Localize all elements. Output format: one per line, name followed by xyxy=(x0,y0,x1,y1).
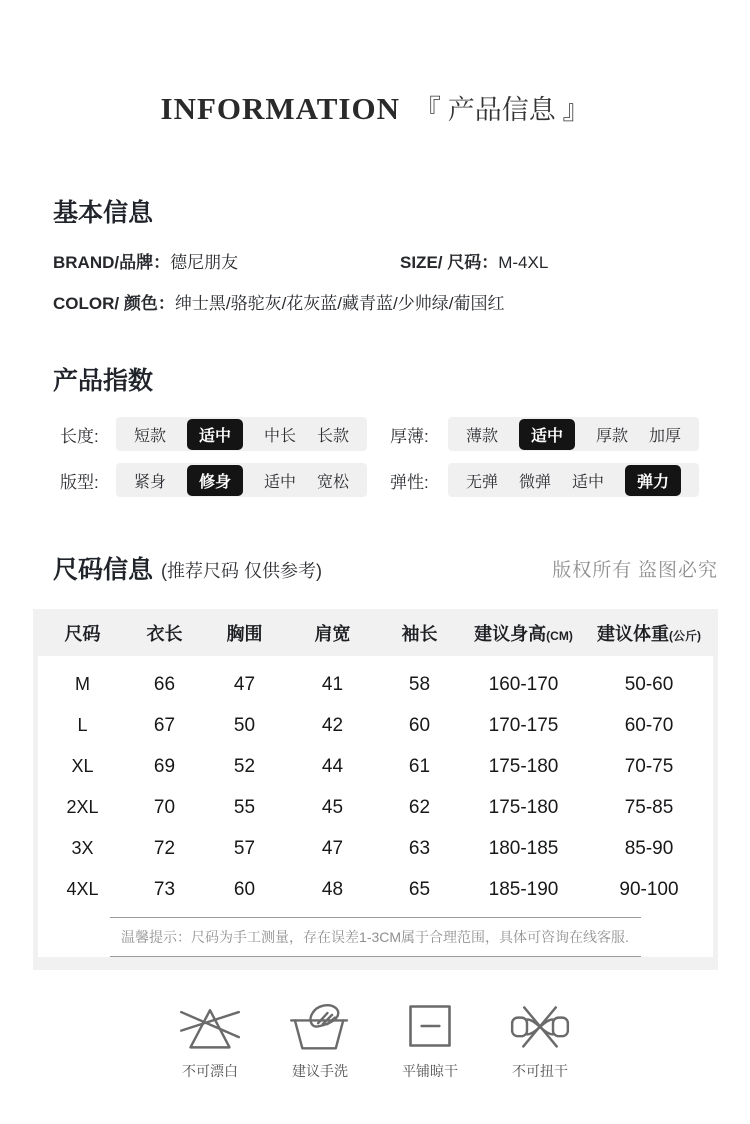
index-thickness xyxy=(390,417,699,451)
cell-length: 73 xyxy=(153,878,176,900)
cell-size: M xyxy=(75,674,90,694)
cell-weight: 50-60 xyxy=(624,673,674,695)
care-dry-flat xyxy=(389,1000,471,1081)
cell-height: 170-175 xyxy=(488,714,559,736)
cell-size: 2XL xyxy=(66,797,99,817)
cell-length: 70 xyxy=(153,796,176,818)
color-row xyxy=(53,293,750,315)
elastic-opt-medium: 适中 xyxy=(572,473,605,491)
care-label: 不可漂白 xyxy=(182,1063,238,1079)
hand-wash-icon xyxy=(279,1000,361,1052)
cell-shoulder: 44 xyxy=(321,755,344,777)
care-label: 平铺晾干 xyxy=(402,1063,458,1079)
cell-weight: 70-75 xyxy=(624,755,674,777)
cell-height: 175-180 xyxy=(488,796,559,818)
basic-info-heading: 基本信息 xyxy=(53,199,154,227)
length-opt-short: 短款 xyxy=(134,427,167,445)
dry-flat-icon xyxy=(389,1000,471,1052)
cell-sleeve: 60 xyxy=(408,714,431,736)
page-title-zh: 『 产品信息 』 xyxy=(413,95,590,125)
col-size: 尺码 xyxy=(64,623,101,644)
thickness-opt-thick: 厚款 xyxy=(596,427,629,445)
cell-chest: 60 xyxy=(233,878,256,900)
size-table-body xyxy=(38,656,713,957)
index-length xyxy=(60,417,390,451)
table-row-m xyxy=(38,664,713,705)
elasticity-options xyxy=(448,463,699,497)
size-label: SIZE/ 尺码： xyxy=(400,253,499,272)
cell-size: 3X xyxy=(71,838,94,858)
table-row-4xl xyxy=(38,869,713,910)
col-height: 建议身高(CM) xyxy=(474,623,573,644)
length-options xyxy=(116,417,367,451)
col-shoulder: 肩宽 xyxy=(314,623,351,644)
elastic-opt-none: 无弹 xyxy=(466,473,499,491)
brand-size-row xyxy=(53,252,750,274)
cell-length: 67 xyxy=(153,714,176,736)
size-table-tip: 温馨提示：尺码为手工测量，存在误差1-3CM属于合理范围，具体可咨询在线客服. xyxy=(110,917,641,957)
col-sleeve: 袖长 xyxy=(401,623,438,644)
color-label: COLOR/ 颜色： xyxy=(53,294,175,313)
table-row-l xyxy=(38,705,713,746)
cell-size: XL xyxy=(71,756,94,776)
care-instructions xyxy=(0,1000,750,1081)
cell-size: L xyxy=(77,715,88,735)
elasticity-label: 弹性: xyxy=(390,472,429,492)
care-no-wring xyxy=(499,1000,581,1081)
thickness-options xyxy=(448,417,699,451)
fit-label: 版型: xyxy=(60,472,99,492)
cell-height: 180-185 xyxy=(488,837,559,859)
no-wring-icon xyxy=(499,1000,581,1052)
cell-shoulder: 45 xyxy=(321,796,344,818)
fit-options xyxy=(116,463,367,497)
cell-height: 175-180 xyxy=(488,755,559,777)
brand-label: BRAND/品牌： xyxy=(53,253,171,272)
length-opt-long: 长款 xyxy=(317,427,350,445)
page-title xyxy=(0,88,750,127)
size-info-header xyxy=(53,554,718,586)
thickness-opt-medium-selected: 适中 xyxy=(519,419,575,450)
thickness-label: 厚薄: xyxy=(390,426,429,446)
cell-sleeve: 63 xyxy=(408,837,431,859)
product-index-rows xyxy=(0,414,750,500)
col-weight: 建议体重(公斤) xyxy=(597,623,701,644)
cell-shoulder: 42 xyxy=(321,714,344,736)
cell-weight: 85-90 xyxy=(624,837,674,859)
cell-length: 69 xyxy=(153,755,176,777)
thickness-opt-extra-thick: 加厚 xyxy=(649,427,682,445)
index-row-2 xyxy=(0,460,750,500)
care-label: 建议手洗 xyxy=(292,1063,348,1079)
care-label: 不可扭干 xyxy=(512,1063,568,1079)
fit-opt-tight: 紧身 xyxy=(134,473,167,491)
cell-sleeve: 65 xyxy=(408,878,431,900)
size-table xyxy=(33,609,718,970)
cell-length: 72 xyxy=(153,837,176,859)
index-elasticity xyxy=(390,463,699,497)
basic-info-section xyxy=(53,197,750,315)
elastic-opt-stretch-selected: 弹力 xyxy=(625,465,681,496)
cell-sleeve: 61 xyxy=(408,755,431,777)
cell-height: 160-170 xyxy=(488,673,559,695)
col-chest: 胸围 xyxy=(226,623,263,644)
fit-opt-loose: 宽松 xyxy=(317,473,350,491)
cell-chest: 52 xyxy=(233,755,256,777)
cell-sleeve: 62 xyxy=(408,796,431,818)
cell-chest: 47 xyxy=(233,673,256,695)
size-info-note: (推荐尺码 仅供参考) xyxy=(161,561,323,581)
cell-height: 185-190 xyxy=(488,878,559,900)
table-row-xl xyxy=(38,746,713,787)
product-index-heading: 产品指数 xyxy=(53,367,154,395)
cell-chest: 50 xyxy=(233,714,256,736)
cell-chest: 55 xyxy=(233,796,256,818)
care-no-bleach xyxy=(169,1000,251,1081)
cell-shoulder: 47 xyxy=(321,837,344,859)
index-fit xyxy=(60,463,390,497)
cell-shoulder: 41 xyxy=(321,673,344,695)
thickness-opt-thin: 薄款 xyxy=(466,427,499,445)
care-hand-wash xyxy=(279,1000,361,1081)
length-label: 长度: xyxy=(60,426,99,446)
brand-value: 德尼朋友 xyxy=(170,253,239,272)
size-table-header xyxy=(38,609,713,656)
col-garment-length: 衣长 xyxy=(146,623,183,644)
color-value: 绅士黑/骆驼灰/花灰蓝/藏青蓝/少帅绿/葡国红 xyxy=(174,294,505,313)
index-row-1 xyxy=(0,414,750,454)
cell-weight: 90-100 xyxy=(619,878,679,900)
page-title-en: INFORMATION xyxy=(160,91,400,126)
cell-length: 66 xyxy=(153,673,176,695)
cell-chest: 57 xyxy=(233,837,256,859)
copyright-watermark: 版权所有 盗图必究 xyxy=(552,560,718,581)
table-row-3x xyxy=(38,828,713,869)
product-index-section xyxy=(0,365,750,500)
fit-opt-slim-selected: 修身 xyxy=(187,465,243,496)
size-info-heading: 尺码信息 xyxy=(53,556,154,584)
cell-size: 4XL xyxy=(66,879,99,899)
size-range xyxy=(400,252,548,274)
size-value: M-4XL xyxy=(498,253,549,272)
length-opt-medium-selected: 适中 xyxy=(187,419,243,450)
cell-weight: 60-70 xyxy=(624,714,674,736)
elastic-opt-micro: 微弹 xyxy=(519,473,552,491)
length-opt-mid-long: 中长 xyxy=(264,427,297,445)
no-bleach-icon xyxy=(169,1000,251,1052)
fit-opt-regular: 适中 xyxy=(264,473,297,491)
cell-shoulder: 48 xyxy=(321,878,344,900)
cell-weight: 75-85 xyxy=(624,796,674,818)
cell-sleeve: 58 xyxy=(408,673,431,695)
table-row-2xl xyxy=(38,787,713,828)
